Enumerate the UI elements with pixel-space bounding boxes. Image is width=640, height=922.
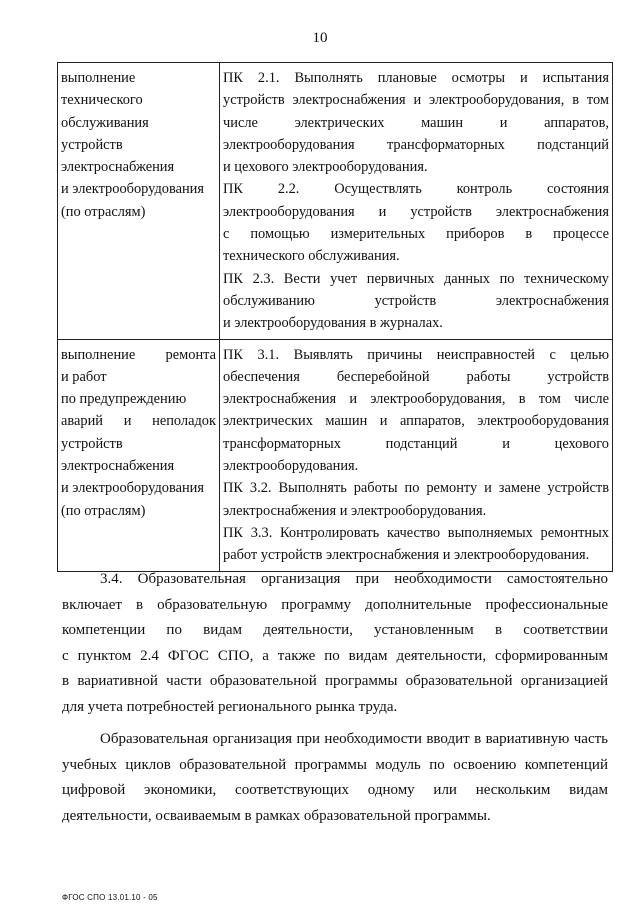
competency-line: обслуживанию устройств электроснабжения <box>223 292 609 309</box>
paragraph-line: цифровой экономики, соответствующих одному или нескольким видам <box>62 782 608 799</box>
paragraph-line: с пунктом 2.4 ФГОС СПО, а также по видам деятельности, сформированным <box>62 647 608 664</box>
activity-line: (по отраслям) <box>61 203 146 220</box>
competency-line: электрических машин и аппаратов, электрооборудования <box>223 413 609 430</box>
activity-cell <box>58 63 220 340</box>
competency-line: и цехового электрооборудования. <box>223 159 428 176</box>
competency-line: обеспечения бесперебойной работы устройств <box>223 368 609 385</box>
activity-line: электроснабжения <box>61 458 175 475</box>
paragraph-line: Образовательная организация при необходимости вводит в вариативную часть <box>100 731 608 747</box>
activity-line: и работ <box>61 368 107 385</box>
activity-line: (по отраслям) <box>61 502 146 519</box>
competency-table <box>57 62 613 572</box>
table-row <box>58 63 613 340</box>
paragraph-line: включает в образовательную программу дополнительные профессиональные <box>62 596 608 613</box>
competency-line: электрооборудования. <box>223 458 359 475</box>
table-row <box>58 339 613 571</box>
paragraph-line: в вариативной части образовательной программы образовательной организацией <box>62 673 608 690</box>
activity-line: выполнение <box>61 70 136 86</box>
competency-line: работ устройств электроснабжения и электрооборудования. <box>223 547 590 564</box>
activity-line: аварий и неполадок <box>61 413 216 430</box>
paragraph-line: учебных циклов образовательной программы модуль по освоению компетенций <box>62 756 608 773</box>
competency-line: ПК 3.1. Выявлять причины неисправностей с целью <box>223 346 609 363</box>
competency-line: электрооборудования трансформаторных подстанций <box>223 136 609 153</box>
activity-line: и электрооборудования <box>61 181 204 198</box>
competency-line: технического обслуживания. <box>223 248 400 265</box>
competency-line: ПК 2.1. Выполнять плановые осмотры и испытания <box>223 70 609 86</box>
paragraph-line: 3.4. Образовательная организация при необходимости самостоятельно <box>100 571 608 587</box>
competency-line: электроснабжения и электрооборудования, в том числе <box>223 391 609 408</box>
competency-line: ПК 2.2. Осуществлять контроль состояния <box>223 181 609 198</box>
competency-line: ПК 2.3. Вести учет первичных данных по техническому <box>223 270 609 287</box>
paragraph-digital-economy <box>62 727 608 829</box>
competency-line: с помощью измерительных приборов в процессе <box>223 226 609 243</box>
activity-line: по предупреждению <box>61 391 187 408</box>
competency-line: устройств электроснабжения и электрооборудования, в том <box>223 92 609 109</box>
activity-line: технического <box>61 92 143 109</box>
activity-line: устройств <box>61 435 123 452</box>
competency-line: трансформаторных подстанций и цехового <box>223 435 609 452</box>
activity-line: устройств <box>61 136 123 153</box>
activity-line: и электрооборудования <box>61 480 204 497</box>
activity-line: электроснабжения <box>61 159 175 176</box>
competency-line: числе электрических машин и аппаратов, <box>223 114 609 131</box>
competency-cell <box>220 63 613 340</box>
competency-line: электрооборудования и устройств электроснабжения <box>223 203 609 220</box>
paragraph-3-4 <box>62 567 608 721</box>
competency-line: ПК 3.3. Контролировать качество выполняемых ремонтных <box>223 524 609 541</box>
footer-doc-code: ФГОС СПО 13.01.10 - 05 <box>62 893 158 902</box>
competency-line: ПК 3.2. Выполнять работы по ремонту и замене устройств <box>223 480 609 497</box>
activity-cell <box>58 339 220 571</box>
paragraph-line: компетенции по видам деятельности, установленным в соответствии <box>62 622 608 639</box>
activity-line: выполнение ремонта <box>61 346 216 363</box>
page-number: 10 <box>312 30 328 46</box>
competency-line: электроснабжения и электрооборудования. <box>223 502 487 519</box>
activity-line: обслуживания <box>61 114 149 131</box>
paragraph-line: деятельности, осваиваемым в рамках образовательной программы. <box>62 807 491 824</box>
competency-cell <box>220 339 613 571</box>
paragraph-line: для учета потребностей регионального рынка труда. <box>62 698 398 715</box>
competency-line: и электрооборудования в журналах. <box>223 315 443 332</box>
